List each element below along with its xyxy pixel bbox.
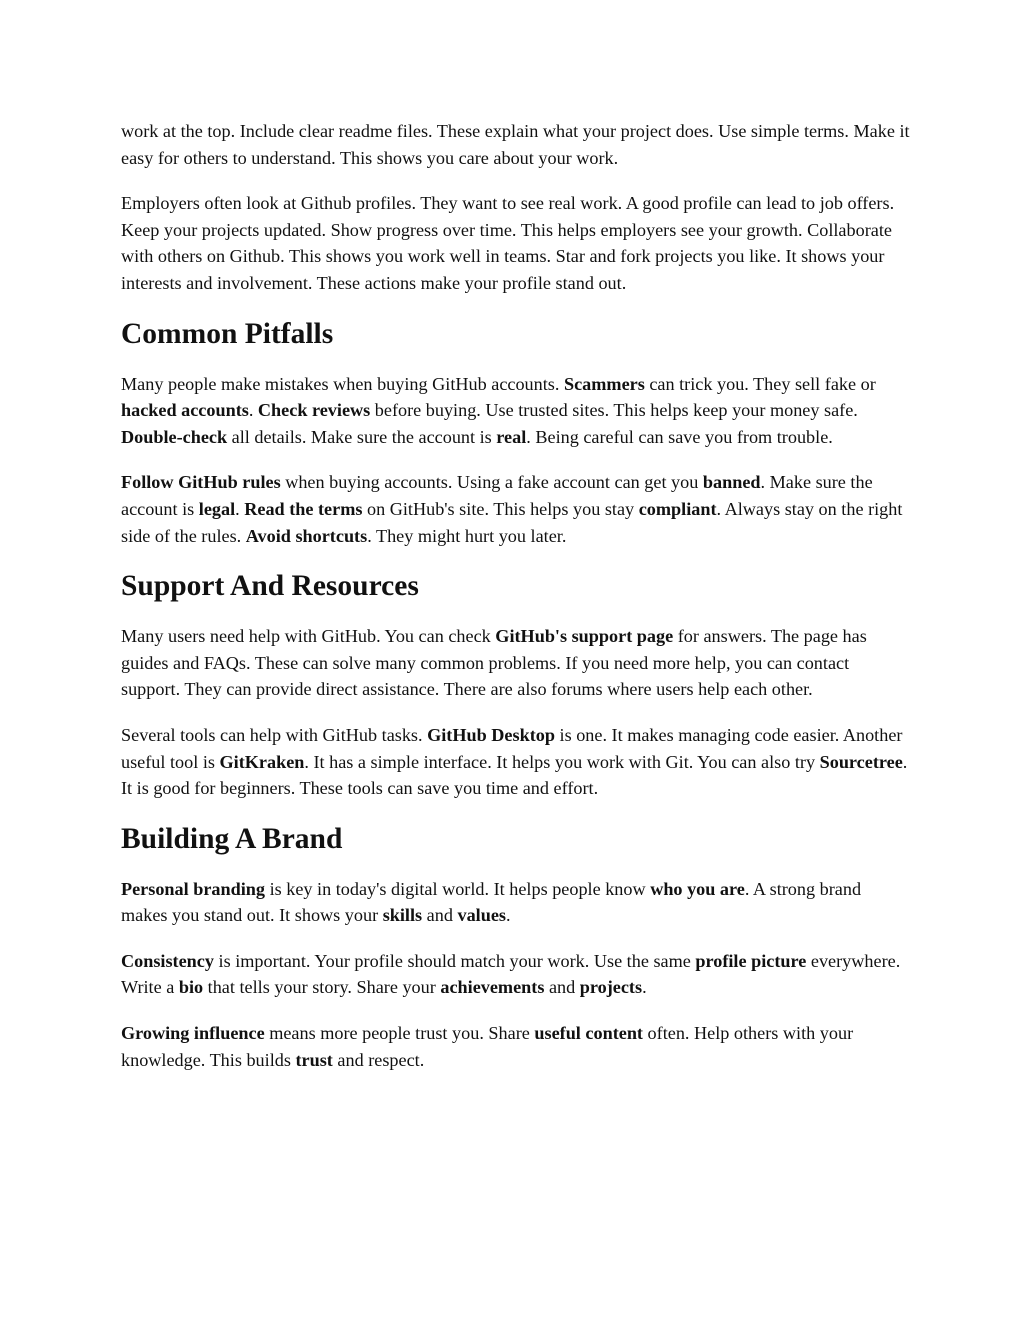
paragraph-rules: Follow GitHub rules when buying accounts. Using a fake account can get you banned. Make sure the account is legal. Read the terms on GitHub's site. This helps you stay compliant. Always stay on the right side of the rules. Avoid shortcuts. They might hurt you later. <box>121 472 903 546</box>
paragraph-influence: Growing influence means more people trust you. Share useful content often. Help others with your knowledge. This builds trust and respect. <box>121 1023 854 1070</box>
paragraph-tools: Several tools can help with GitHub tasks. GitHub Desktop is one. It makes managing code easier. Another useful tool is GitKraken. It has a simple interface. It helps you work with Git. You can also try Sourcetree. It is good for beginners. These tools can save you time and effort. <box>121 724 908 799</box>
heading-building-a-brand: Building A Brand <box>121 822 343 855</box>
paragraph-support: Many users need help with GitHub. You can check GitHub's support page for answers. The page has guides and FAQs. These can solve many common problems. If you need more help, you can contact support. They can provide direct assistance. There are also forums where users help each other. <box>121 626 867 700</box>
heading-common-pitfalls: Common Pitfalls <box>121 317 334 350</box>
paragraph-readme: work at the top. Include clear readme files. These explain what your project does. Use simple terms. Make it easy for others to understand. This shows you care about your work. <box>121 121 910 168</box>
paragraph-consistency: Consistency is important. Your profile should match your work. Use the same profile picture everywhere. Write a bio that tells your story. Share your achievements and projects. <box>121 950 901 998</box>
heading-support-and-resources: Support And Resources <box>121 570 419 603</box>
paragraph-branding: Personal branding is key in today's digital world. It helps people know who you are. A strong brand makes you stand out. It shows your skills and values. <box>121 878 862 926</box>
paragraph-mistakes: Many people make mistakes when buying GitHub accounts. Scammers can trick you. They sell fake or hacked accounts. Check reviews before buying. Use trusted sites. This helps keep your money safe. Double-check all details. Make sure the account is real. Being careful can save you from trouble. <box>121 373 876 447</box>
document-page <box>121 118 911 1092</box>
paragraph-employers: Employers often look at Github profiles. They want to see real work. A good profile can lead to job offers. Keep your projects updated. Show progress over time. This helps employers see your growth. Collaborate with others on Github. This shows you work well in teams. Star and fork projects you like. It shows your interests and involvement. These actions make your profile stand out. <box>121 193 895 293</box>
